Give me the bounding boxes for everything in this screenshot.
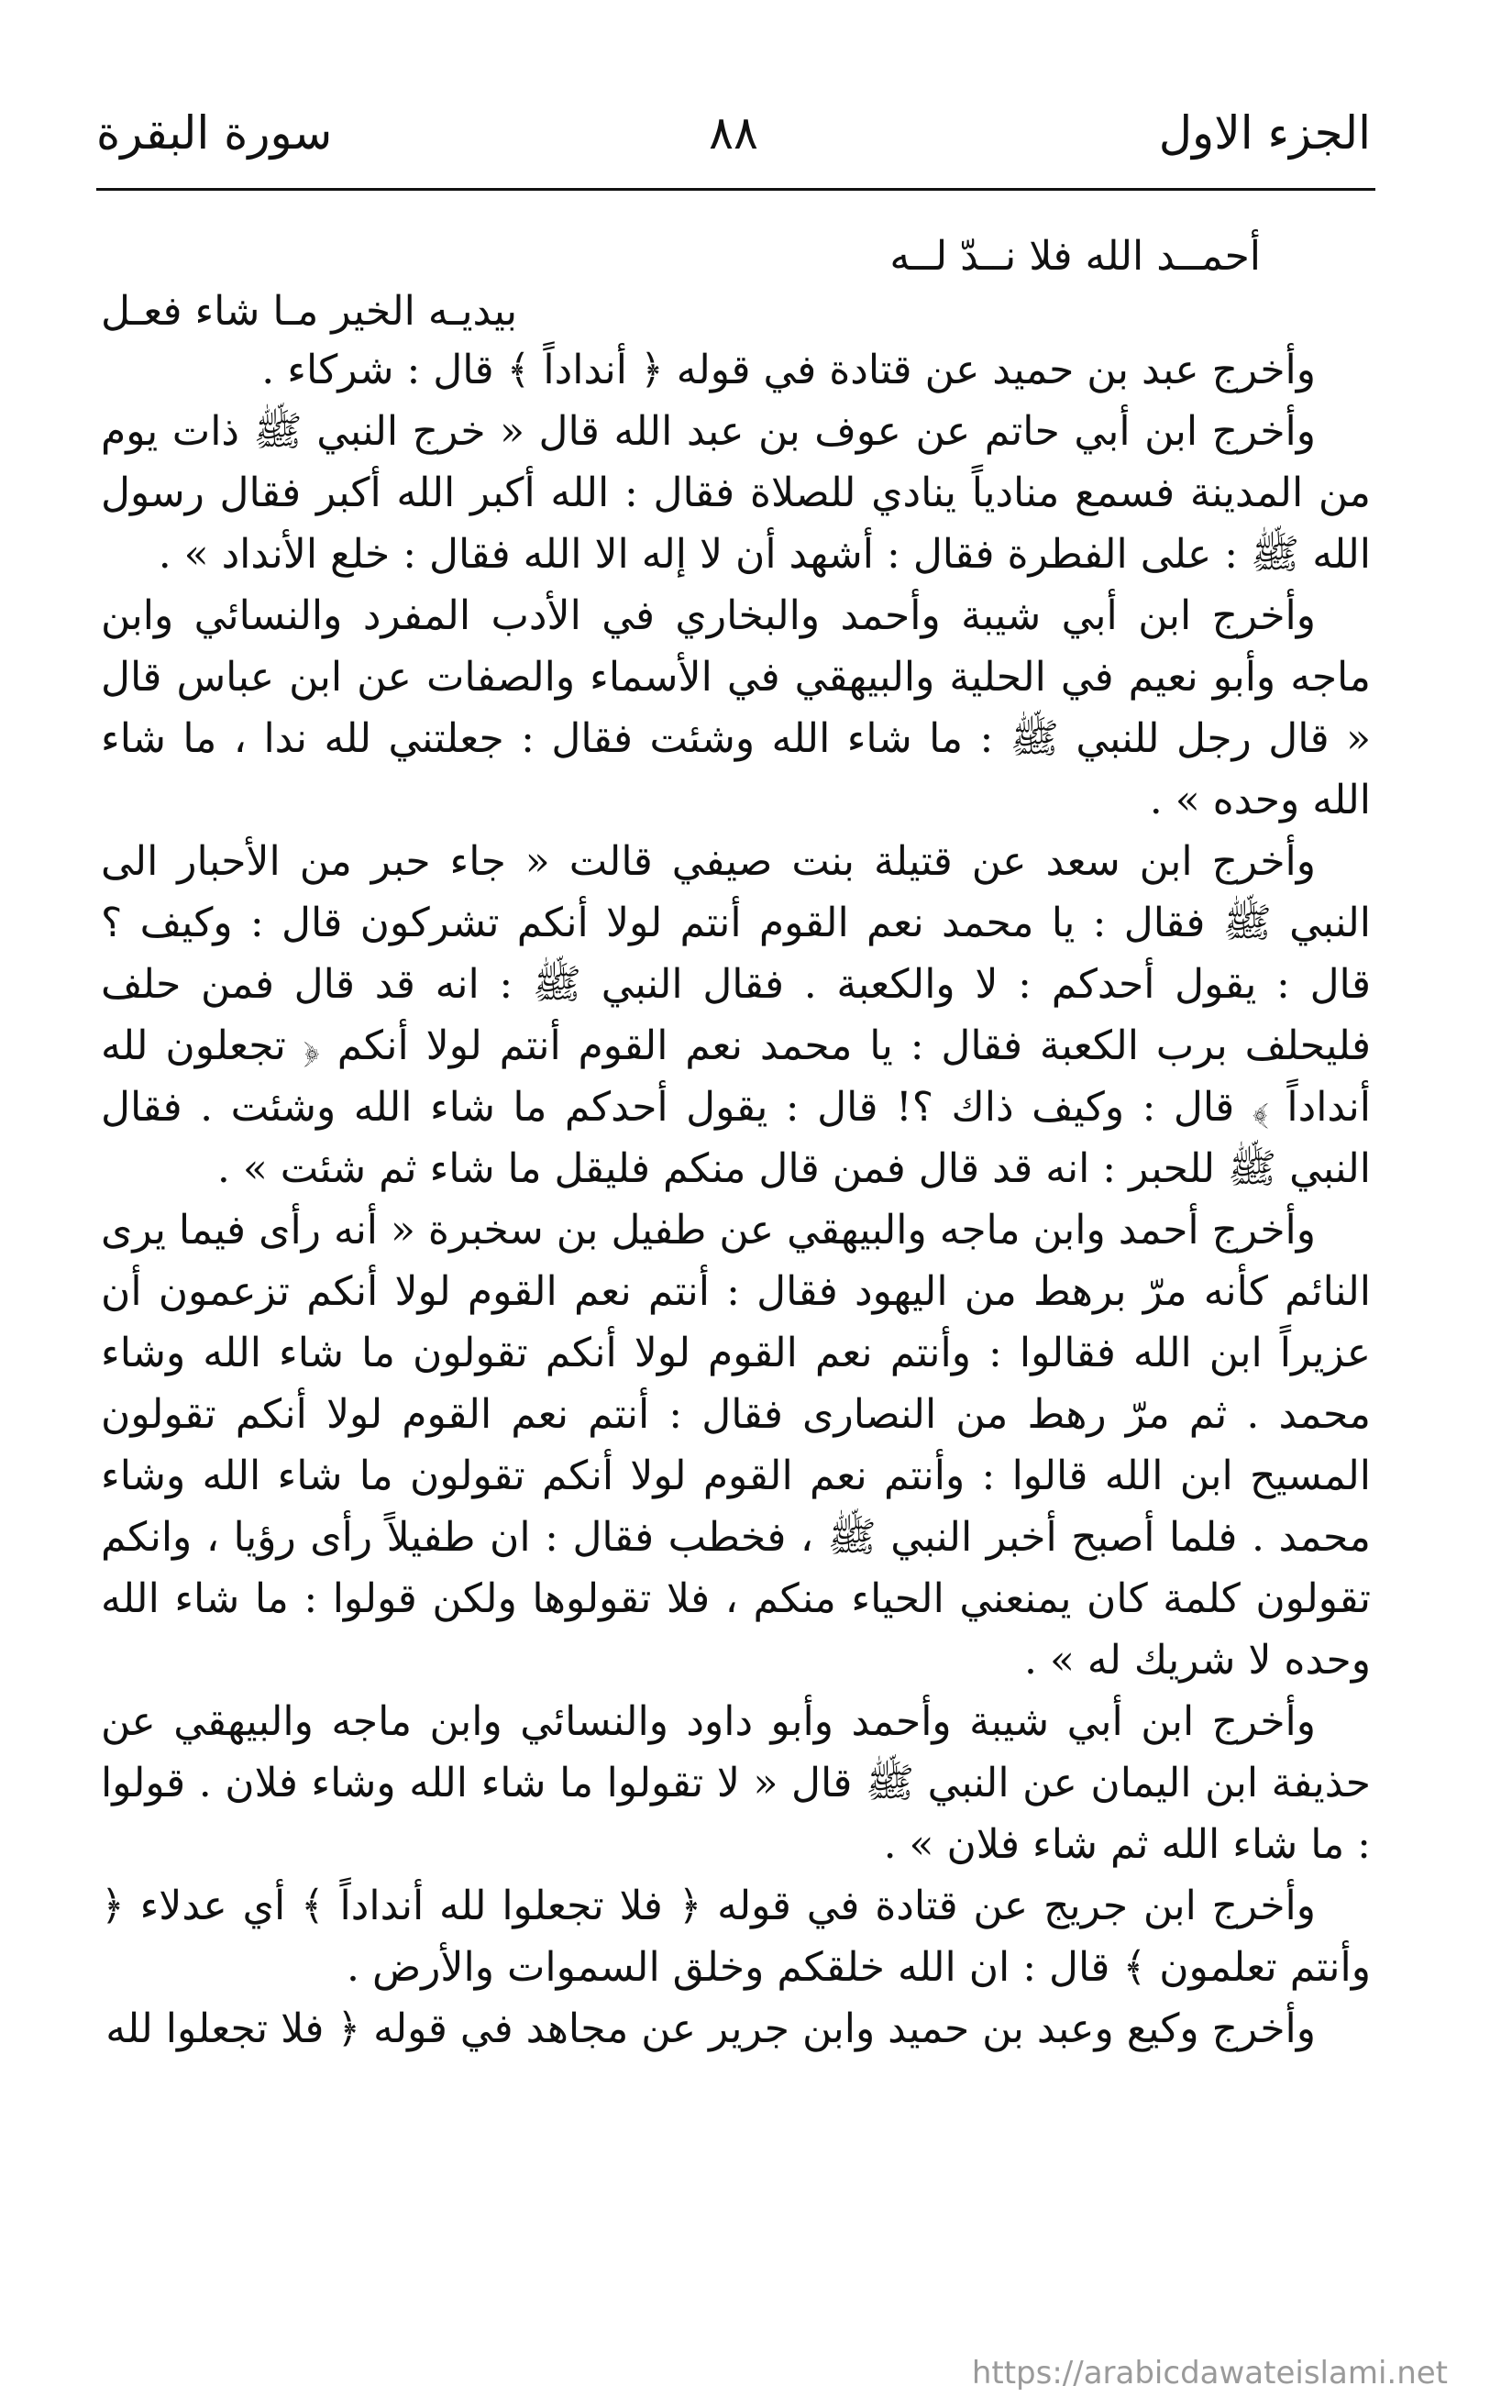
- poetry-verse: [101, 229, 1371, 339]
- header-divider: [96, 188, 1375, 191]
- paragraph: وأخرج ابن جريج عن قتادة في قوله ﴿ فلا تجعلوا لله أنداداً ﴾ أي عدلاء ﴿ وأنتم تعلمون ﴾ قال : ان الله خلقكم وخلق السموات والأرض .: [101, 1883, 1371, 1991]
- watermark-url: https://arabicdawateislami.net: [971, 2355, 1448, 2391]
- paragraph: وأخرج ابن أبي شيبة وأحمد والبخاري في الأدب المفرد والنسائي وابن ماجه وأبو نعيم في الحلية والبيهقي في الأسماء والصفات عن ابن عباس قال « قال رجل للنبي ﷺ : ما شاء الله وشئت فقال : جعلتني لله ندا ، ما شاء الله وحده » .: [101, 592, 1371, 823]
- paragraph: وأخرج ابن سعد عن قتيلة بنت صيفي قالت « جاء حبر من الأحبار الى النبي ﷺ فقال : يا محمد نعم القوم أنتم لولا أنكم تشركون قال : وكيف ؟ قال : يقول أحدكم : لا والكعبة . فقال النبي ﷺ : انه قد قال فمن حلف فليحلف برب الكعبة فقال : يا محمد نعم القوم أنتم لولا أنكم ﴿ تجعلون لله أنداداً ﴾ قال : وكيف ذاك ؟! قال : يقول أحدكم ما شاء الله وشئت . فقال النبي ﷺ للحبر : انه قد قال فمن قال منكم فليقل ما شاء ثم شئت » .: [101, 838, 1371, 1192]
- verse-hemistich-1: أحمــد الله فلا نــدّ لــه: [889, 233, 1261, 280]
- verse-hemistich-2: بيديـه الخير مـا شاء فعـل: [101, 288, 518, 335]
- paragraph: وأخرج وكيع وعبد بن حميد وابن جرير عن مجاهد في قوله ﴿ فلا تجعلوا لله: [105, 2005, 1316, 2052]
- surah-label: سورة البقرة: [96, 106, 333, 160]
- page-number: ٨٨: [709, 106, 758, 160]
- paragraph: وأخرج ابن أبي شيبة وأحمد وأبو داود والنسائي وابن ماجه والبيهقي عن حذيفة ابن اليمان عن النبي ﷺ قال « لا تقولوا ما شاء الله وشاء فلان . قولوا : ما شاء الله ثم شاء فلان » .: [101, 1698, 1371, 1868]
- juz-label: الجزء الاول: [1158, 106, 1371, 160]
- page-body: [101, 229, 1371, 2060]
- page-header: [96, 87, 1371, 188]
- paragraph: وأخرج أحمد وابن ماجه والبيهقي عن طفيل بن سخبرة « أنه رأى فيما يرى النائم كأنه مرّ برهط من اليهود فقال : أنتم نعم القوم لولا أنكم تزعمون أن عزيراً ابن الله فقالوا : وأنتم نعم القوم لولا أنكم تقولون ما شاء الله وشاء محمد . ثم مرّ رهط من النصارى فقال : أنتم نعم القوم لولا أنكم تقولون المسيح ابن الله قالوا : وأنتم نعم القوم لولا أنكم تقولون ما شاء الله وشاء محمد . فلما أصبح أخبر النبي ﷺ ، فخطب فقال : ان طفيلاً رأى رؤيا ، وانكم تقولون كلمة كان يمنعني الحياء منكم ، فلا تقولوها ولكن قولوا : ما شاء الله وحده لا شريك له » .: [100, 1207, 1371, 1684]
- paragraph: وأخرج عبد بن حميد عن قتادة في قوله ﴿ أنداداً ﴾ قال : شركاء .: [261, 347, 1316, 393]
- paragraph: وأخرج ابن أبي حاتم عن عوف بن عبد الله قال « خرج النبي ﷺ ذات يوم من المدينة فسمع منادياً ينادي للصلاة فقال : الله أكبر الله أكبر فقال رسول الله ﷺ : على الفطرة فقال : أشهد أن لا إله الا الله فقال : خلع الأنداد » .: [101, 408, 1371, 578]
